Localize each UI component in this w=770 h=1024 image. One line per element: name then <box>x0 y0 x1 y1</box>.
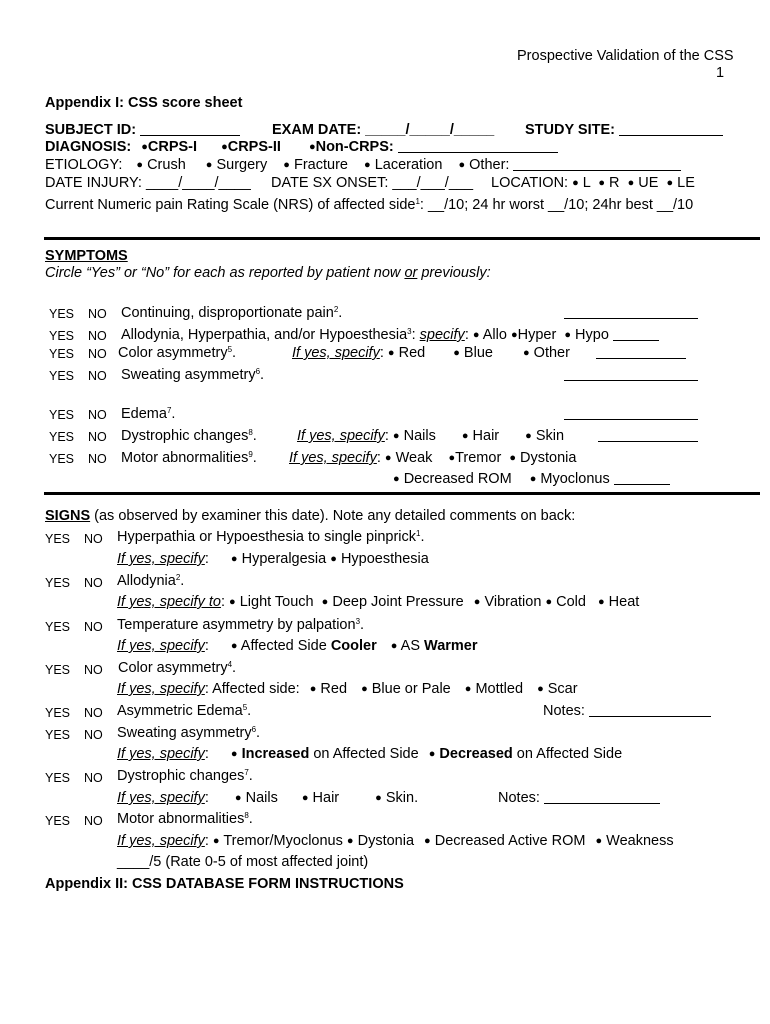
bullet-icon: ● <box>136 159 144 171</box>
etiology-row: ETIOLOGY: ● Crush ● Surgery ● Fracture ● Laceration ● Other: <box>45 156 681 174</box>
study-site-label: STUDY SITE: <box>525 121 723 139</box>
bullet-icon: ● <box>230 640 238 652</box>
symptom-yes[interactable]: YES <box>49 430 75 444</box>
symptom-no[interactable]: NO <box>88 307 107 321</box>
symptom-color-options: If yes, specify: ● Red ● Blue ● Other <box>292 345 570 361</box>
symptom-sweating-field[interactable] <box>564 366 698 381</box>
sign-edema: Asymmetric Edema$^5$. <box>117 703 252 719</box>
sign-no[interactable]: NO <box>84 728 103 742</box>
bullet-icon: ● <box>375 792 382 804</box>
bullet-icon: ● <box>364 159 371 171</box>
bullet-icon: ● <box>230 553 238 565</box>
sign-yes[interactable]: YES <box>45 771 71 785</box>
bullet-icon: ● <box>308 141 316 153</box>
bullet-icon: ● <box>424 835 431 847</box>
sign-pinprick-options: If yes, specify: ● Hyperalgesia ● Hypoesthesia <box>117 551 429 567</box>
sign-no[interactable]: NO <box>84 663 103 677</box>
sign-no[interactable]: NO <box>84 706 103 720</box>
sign-no[interactable]: NO <box>84 620 103 634</box>
sign-no[interactable]: NO <box>84 532 103 546</box>
symptom-motor-options: If yes, specify: ● Weak ●Tremor ● Dystonia <box>289 450 577 466</box>
diagnosis-row: DIAGNOSIS: ●CRPS-I ●CRPS-II ●Non-CRPS: <box>45 138 558 156</box>
bullet-icon: ● <box>537 683 544 695</box>
et-fracture[interactable]: Fracture <box>293 157 348 173</box>
subject-id-label: SUBJECT ID: <box>45 121 240 139</box>
bullet-icon: ● <box>595 835 603 847</box>
symptom-motor-options-2: ● Decreased ROM ● Myoclonus <box>393 470 670 488</box>
bullet-icon: ● <box>473 596 481 608</box>
bullet-icon: ● <box>283 159 290 171</box>
symptom-no[interactable]: NO <box>88 408 107 422</box>
date-injury[interactable]: DATE INJURY: ____/____/____ <box>45 175 251 191</box>
bullet-icon: ● <box>392 430 400 442</box>
bullet-icon: ● <box>384 452 392 464</box>
sign-dystrophic: Dystrophic changes$^7$. <box>117 768 253 784</box>
sign-color-options: If yes, specify: Affected side: ● Red ● Blue or Pale ● Mottled ● Scar <box>117 681 578 697</box>
sign-no[interactable]: NO <box>84 576 103 590</box>
bullet-icon: ● <box>221 141 228 153</box>
symptom-edema-field[interactable] <box>564 405 698 420</box>
bullet-icon: ● <box>301 792 309 804</box>
sign-allodynia-options: If yes, specify to: ● Light Touch ● Deep Joint Pressure ● Vibration ● Cold ● Heat <box>117 594 640 610</box>
sign-motor: Motor abnormalities$^8$. <box>117 811 253 827</box>
symptom-no[interactable]: NO <box>88 369 107 383</box>
symptom-no[interactable]: NO <box>88 329 107 343</box>
divider <box>44 492 760 495</box>
bullet-icon: ● <box>464 683 472 695</box>
bullet-icon: ● <box>564 329 572 341</box>
sign-yes[interactable]: YES <box>45 814 71 828</box>
sign-yes[interactable]: YES <box>45 728 71 742</box>
bullet-icon: ● <box>461 430 469 442</box>
et-laceration[interactable]: Laceration <box>374 157 443 173</box>
sign-dystrophic-options: If yes, specify: ● Nails ● Hair ● Skin. <box>117 790 419 806</box>
bullet-icon: ● <box>529 473 537 485</box>
sign-yes[interactable]: YES <box>45 620 71 634</box>
sign-temperature-options: If yes, specify: ● Affected Side Cooler ● AS Warmer <box>117 638 478 654</box>
symptom-yes[interactable]: YES <box>49 369 75 383</box>
bullet-icon: ● <box>627 177 635 189</box>
bullet-icon: ● <box>572 177 579 189</box>
loc-ue[interactable]: UE <box>638 175 659 191</box>
sign-pinprick: Hyperpathia or Hypoesthesia to single pinprick$^1$. <box>117 529 425 545</box>
bullet-icon: ● <box>230 748 238 760</box>
bullet-icon: ● <box>666 177 674 189</box>
bullet-icon: ● <box>522 347 530 359</box>
divider <box>44 237 760 240</box>
bullet-icon: ● <box>205 159 213 171</box>
bullet-icon: ● <box>346 835 354 847</box>
bullet-icon: ● <box>509 452 516 464</box>
bullet-icon: ● <box>393 473 400 485</box>
bullet-icon: ● <box>525 430 532 442</box>
dx-crps2[interactable]: CRPS-II <box>227 139 281 155</box>
sign-dystrophic-notes: Notes: <box>498 789 660 807</box>
bullet-icon: ● <box>598 177 606 189</box>
bullet-icon: ● <box>229 596 236 608</box>
sign-sweating: Sweating asymmetry$^6$. <box>117 725 261 741</box>
subject-id-field[interactable] <box>140 121 240 136</box>
sign-motor-options: If yes, specify: ● Tremor/Myoclonus ● Dystonia ● Decreased Active ROM ● Weakness <box>117 833 674 849</box>
bullet-icon: ● <box>309 683 317 695</box>
bullet-icon: ● <box>330 553 337 565</box>
dx-crps1[interactable]: CRPS-I <box>147 139 198 155</box>
sign-dystrophic-notes-field[interactable] <box>544 789 660 804</box>
nrs-row: Current Numeric pain Rating Scale (NRS) of affected side$^1$: __/10; 24 hr worst __/10; 24hr best __/10 <box>45 197 694 213</box>
et-surgery[interactable]: Surgery <box>216 157 268 173</box>
sign-yes[interactable]: YES <box>45 663 71 677</box>
loc-r[interactable]: R <box>609 175 620 191</box>
bullet-icon: ● <box>510 329 518 341</box>
study-site-field[interactable] <box>619 121 723 136</box>
symptom-edema: Edema$^7$. <box>121 406 176 422</box>
symptom-dystrophic-options: If yes, specify: ● Nails ● Hair ● Skin <box>297 428 565 444</box>
symptom-yes[interactable]: YES <box>49 347 75 361</box>
etiology-other-field[interactable] <box>513 156 681 171</box>
sign-temperature: Temperature asymmetry by palpation$^3$. <box>117 617 365 633</box>
running-title: Prospective Validation of the CSS <box>517 48 734 64</box>
bullet-icon: ● <box>453 347 460 359</box>
signs-title: SIGNS (as observed by examiner this date). Note any detailed comments on back: <box>45 508 576 524</box>
bullet-icon: ● <box>321 596 329 608</box>
bullet-icon: ● <box>390 640 398 652</box>
page-number: 1 <box>716 65 725 81</box>
symptoms-title: SYMPTOMS <box>45 248 128 264</box>
symptom-yes[interactable]: YES <box>49 452 75 466</box>
symptom-motor: Motor abnormalities$^9$. <box>121 450 257 466</box>
sign-no[interactable]: NO <box>84 814 103 828</box>
bullet-icon: ● <box>428 748 436 760</box>
sign-edema-notes: Notes: <box>543 702 711 720</box>
bullet-icon: ● <box>597 596 605 608</box>
symptom-yes[interactable]: YES <box>49 408 75 422</box>
symptom-dystrophic-field[interactable] <box>598 427 698 442</box>
bullet-icon: ● <box>472 329 480 341</box>
symptom-no[interactable]: NO <box>88 430 107 444</box>
sign-edema-notes-field[interactable] <box>589 702 711 717</box>
symptom-color: Color asymmetry$^5$. <box>118 345 237 361</box>
symptom-no[interactable]: NO <box>88 347 107 361</box>
symptom-color-other-field[interactable] <box>596 344 686 359</box>
appendix2-title: Appendix II: CSS DATABASE FORM INSTRUCTIONS <box>45 876 404 892</box>
sign-yes[interactable]: YES <box>45 576 71 590</box>
symptom-pain-field[interactable] <box>564 304 698 319</box>
sign-sweating-options: If yes, specify: ● Increased on Affected Side ● Decreased on Affected Side <box>117 746 623 762</box>
et-crush[interactable]: Crush <box>147 157 186 173</box>
dx-noncrps[interactable]: Non-CRPS <box>315 139 389 155</box>
diagnosis-field[interactable] <box>398 138 558 153</box>
sign-no[interactable]: NO <box>84 771 103 785</box>
symptoms-instructions: Circle “Yes” or “No” for each as reported by patient now or previously: <box>45 265 491 281</box>
symptom-allodynia-field[interactable] <box>613 326 659 341</box>
symptom-yes[interactable]: YES <box>49 329 75 343</box>
bullet-icon: ● <box>141 141 148 153</box>
symptom-no[interactable]: NO <box>88 452 107 466</box>
symptom-motor-field[interactable] <box>614 470 670 485</box>
sign-allodynia: Allodynia$^2$. <box>117 573 185 589</box>
bullet-icon: ● <box>448 452 456 464</box>
exam-date-label: EXAM DATE: _____/_____/_____ <box>272 122 495 138</box>
et-other[interactable]: Other: <box>469 157 510 173</box>
sign-motor-rate[interactable]: ____/5 (Rate 0-5 of most affected joint) <box>117 854 369 870</box>
bullet-icon: ● <box>545 596 553 608</box>
symptom-pain: Continuing, disproportionate pain$^2$. <box>121 305 343 321</box>
bullet-icon: ● <box>212 835 220 847</box>
bullet-icon: ● <box>234 792 242 804</box>
sign-yes[interactable]: YES <box>45 706 71 720</box>
loc-le[interactable]: LE <box>677 175 695 191</box>
symptom-allodynia: Allodynia, Hyperpathia, and/or Hypoesthesia$^3$: specify: ● Allo ●Hyper ● Hypo <box>121 326 659 344</box>
appendix1-title: Appendix I: CSS score sheet <box>45 95 243 111</box>
location-row: LOCATION: ● L ● R ● UE ● LE <box>491 175 695 191</box>
bullet-icon: ● <box>458 159 466 171</box>
date-onset[interactable]: DATE SX ONSET: ___/___/___ <box>271 175 474 191</box>
symptom-yes[interactable]: YES <box>49 307 75 321</box>
symptom-sweating: Sweating asymmetry$^6$. <box>121 367 265 383</box>
bullet-icon: ● <box>387 347 395 359</box>
sign-color: Color asymmetry$^4$. <box>118 660 237 676</box>
symptom-dystrophic: Dystrophic changes$^8$. <box>121 428 257 444</box>
bullet-icon: ● <box>361 683 368 695</box>
loc-l[interactable]: L <box>582 175 591 191</box>
sign-yes[interactable]: YES <box>45 532 71 546</box>
